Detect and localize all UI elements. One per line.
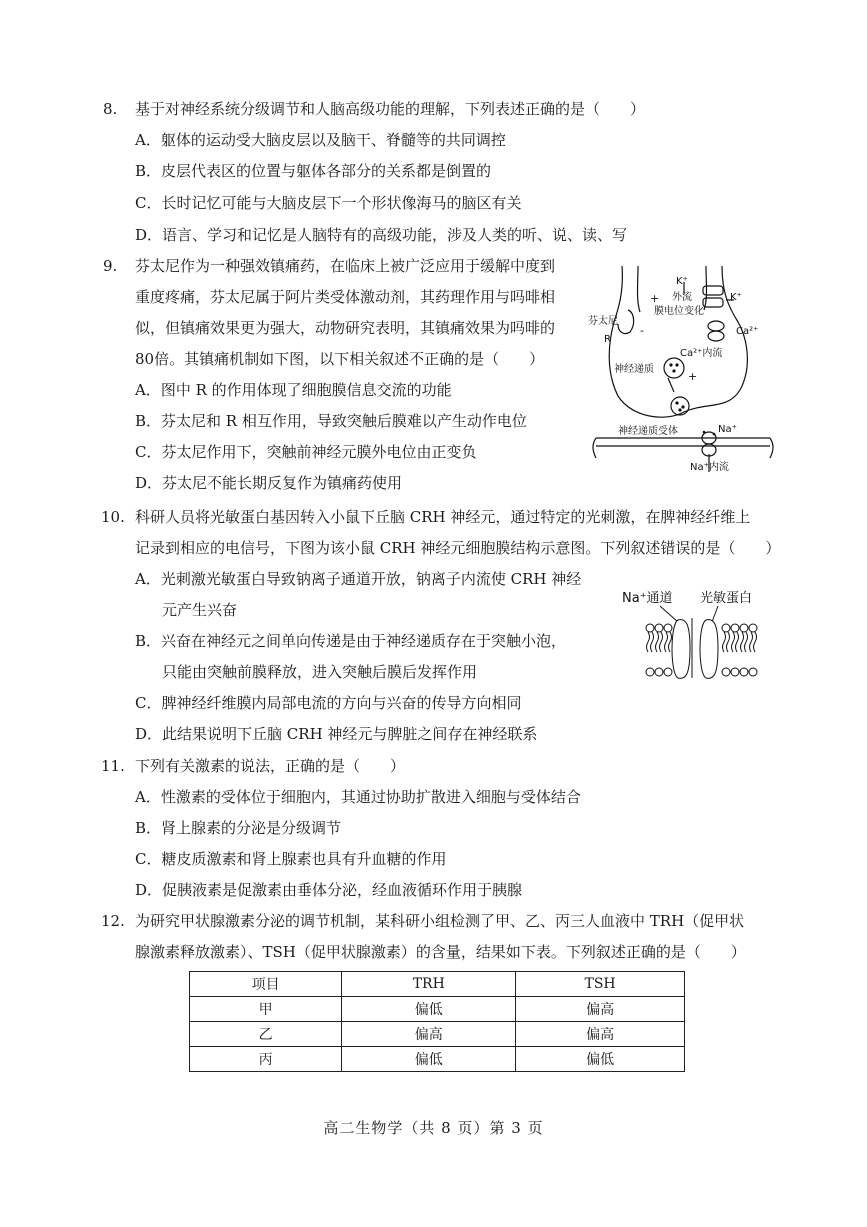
na-ion-label: Na⁺	[718, 424, 737, 435]
option-a: A．躯体的运动受大脑皮层以及脑干、脊髓等的共同调控	[135, 131, 506, 149]
option-a-cont: 元产生兴奋	[162, 601, 238, 619]
table-cell: 偏低	[516, 1047, 685, 1072]
plus-sign: +	[650, 292, 660, 305]
question-number: 12.	[101, 912, 125, 930]
receptor-r-label: R	[604, 334, 611, 345]
option-d: D．促胰液素是促激素由垂体分泌，经血液循环作用于胰腺	[135, 881, 523, 899]
option-b: B．芬太尼和 R 相互作用，导致突触后膜难以产生动作电位	[135, 412, 527, 430]
option-d: D．芬太尼不能长期反复作为镇痛药使用	[135, 474, 403, 492]
table-row	[190, 1047, 685, 1072]
question-stem: 重度疼痛，芬太尼属于阿片类受体激动剂，其药理作用与吗啡相	[135, 288, 556, 306]
question-stem: 似，但镇痛效果更为强大，动物研究表明，其镇痛效果为吗啡的	[135, 319, 556, 337]
table-cell: 甲	[190, 997, 342, 1022]
question-number: 8.	[103, 100, 118, 118]
minus-sign: -	[640, 324, 644, 337]
transmitter-label: 神经递质	[614, 364, 654, 375]
ca-ion-label: Ca²⁺	[736, 326, 759, 337]
table-cell: 偏低	[342, 997, 516, 1022]
option-d: D．此结果说明下丘脑 CRH 神经元与脾脏之间存在神经联系	[135, 725, 538, 743]
transmitter-receptor-label: 神经递质受体	[618, 426, 678, 437]
results-table	[189, 971, 685, 1072]
option-c: C．长时记忆可能与大脑皮层下一个形状像海马的脑区有关	[135, 194, 522, 212]
question-number: 11.	[101, 757, 125, 775]
plus-sign: +	[688, 370, 698, 383]
table-header-row	[190, 972, 685, 997]
table-cell: 偏高	[516, 1022, 685, 1047]
option-b: B．肾上腺素的分泌是分级调节	[135, 819, 342, 837]
option-b-cont: 只能由突触前膜释放，进入突触后膜后发挥作用	[162, 663, 478, 681]
table-row	[190, 997, 685, 1022]
membrane-diagram	[620, 584, 770, 684]
question-stem: 记录到相应的电信号，下图为该小鼠 CRH 神经元细胞膜结构示意图。下列叙述错误的是（ ）	[135, 539, 781, 557]
question-number: 9.	[103, 257, 118, 275]
question-stem: 80倍。其镇痛机制如下图，以下相关叙述不正确的是（ ）	[135, 350, 545, 368]
table-header: 项目	[190, 972, 342, 997]
option-b: B．兴奋在神经元之间单向传递是由于神经递质存在于突触小泡，	[135, 632, 567, 650]
option-c: C．芬太尼作用下，突触前神经元膜外电位由正变负	[135, 443, 477, 461]
question-stem: 为研究甲状腺激素分泌的调节机制，某科研小组检测了甲、乙、丙三人血液中 TRH（促甲状	[135, 912, 745, 930]
option-c: C．糖皮质激素和肾上腺素也具有升血糖的作用	[135, 850, 447, 868]
table-cell: 偏高	[516, 997, 685, 1022]
photosensitive-protein-label: 光敏蛋白	[700, 591, 753, 606]
table-row	[190, 1022, 685, 1047]
na-influx-label: Na⁺内流	[690, 462, 729, 473]
table-cell: 乙	[190, 1022, 342, 1047]
synapse-diagram	[588, 262, 778, 480]
question-stem: 下列有关激素的说法，正确的是（ ）	[135, 757, 406, 775]
question-stem: 科研人员将光敏蛋白基因转入小鼠下丘脑 CRH 神经元，通过特定的光刺激，在脾神经纤维上	[135, 508, 751, 526]
option-d: D．语言、学习和记忆是人脑特有的高级功能，涉及人类的听、说、读、写	[135, 226, 628, 244]
question-stem: 基于对神经系统分级调节和人脑高级功能的理解，下列表述正确的是（ ）	[135, 100, 646, 118]
k-ion-label: K⁺	[676, 276, 688, 287]
table-header: TSH	[516, 972, 685, 997]
k-ion-label: K⁺	[730, 292, 742, 303]
page-footer: 高二生物学（共 8 页）第 3 页	[323, 1119, 544, 1137]
question-number: 10.	[101, 508, 125, 526]
efflux-label: 外流	[672, 292, 692, 303]
option-a: A．光刺激光敏蛋白导致钠离子通道开放，钠离子内流使 CRH 神经	[135, 570, 582, 588]
table-cell: 丙	[190, 1047, 342, 1072]
table-cell: 偏低	[342, 1047, 516, 1072]
question-stem: 芬太尼作为一种强效镇痛药，在临床上被广泛应用于缓解中度到	[135, 257, 556, 275]
ca-influx-label: Ca²⁺内流	[680, 348, 723, 359]
option-c: C．脾神经纤维膜内局部电流的方向与兴奋的传导方向相同	[135, 694, 522, 712]
table-header: TRH	[342, 972, 516, 997]
question-stem: 腺激素释放激素）、TSH（促甲状腺激素）的含量，结果如下表。下列叙述正确的是（ ）	[135, 943, 746, 961]
table-cell: 偏高	[342, 1022, 516, 1047]
fentanyl-label: 芬太尼	[588, 316, 618, 327]
potential-change-label: 膜电位变化	[654, 306, 704, 317]
option-a: A．性激素的受体位于细胞内，其通过协助扩散进入细胞与受体结合	[135, 788, 581, 806]
option-b: B．皮层代表区的位置与躯体各部分的关系都是倒置的	[135, 162, 492, 180]
option-a: A．图中 R 的作用体现了细胞膜信息交流的功能	[135, 381, 452, 399]
na-channel-label: Na⁺通道	[622, 591, 673, 606]
